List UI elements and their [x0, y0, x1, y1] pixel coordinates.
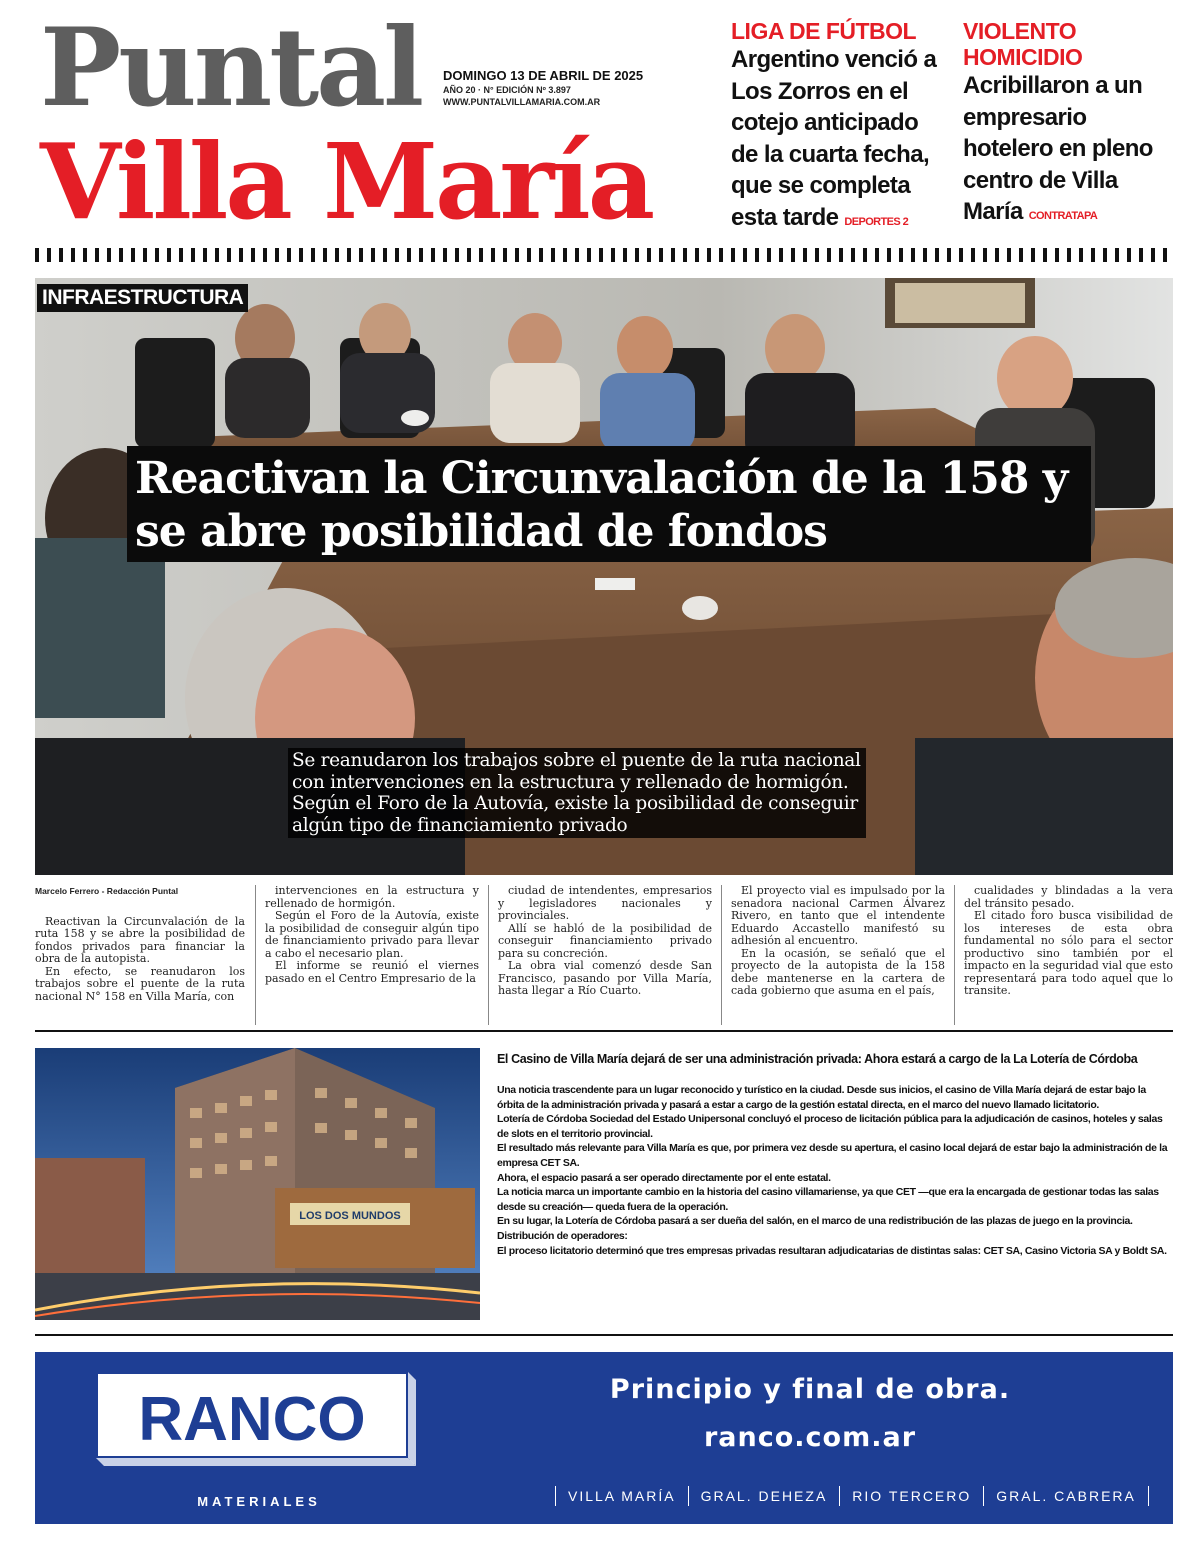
paragraph: intervenciones en la estructura y rellenado de hormigón.: [265, 884, 479, 910]
paragraph: La obra vial comenzó desde San Francisco, pasando por Villa María, hasta llegar a Río Cuarto.: [498, 959, 712, 997]
paragraph: Distribución de operadores:: [497, 1229, 628, 1242]
byline: Marcelo Ferrero - Redacción Puntal: [35, 886, 179, 896]
casino-headline[interactable]: El Casino de Villa María dejará de ser una administración privada: Ahora estará a cargo de la La Lotería de Córdoba: [497, 1052, 1138, 1066]
section-divider: [35, 1030, 1173, 1032]
column-rule: [954, 885, 955, 1025]
branch-item: GRAL. CABRERA: [983, 1486, 1149, 1506]
branch-item: GRAL. DEHEZA: [688, 1486, 840, 1506]
paragraph: El citado foro busca visibilidad de los intereses de esta obra fundamental no sólo para el sector productivo sino también por el impacto en la seguridad vial que esto representará para todo aquel que lo transite.: [964, 909, 1173, 997]
paragraph: cualidades y blindadas a la vera del tránsito pesado.: [964, 884, 1173, 910]
dateline: [443, 68, 683, 107]
paragraph: Reactivan la Circunvalación de la ruta 158 y se abre la posibilidad de fondos privados para financiar la obra de la autopista.: [35, 914, 245, 965]
ad-url-link[interactable]: ranco.com.ar: [703, 1422, 917, 1453]
article-body: [35, 885, 1173, 1025]
column-rule: [488, 885, 489, 1025]
edition-number: AÑO 20 · N° EDICIÓN Nº 3.897: [443, 85, 571, 95]
paragraph: En su lugar, la Lotería de Córdoba pasará a ser dueña del salón, en el marco de una redistribución de las plazas de juego en la provincia.: [497, 1215, 1133, 1228]
branch-item: RIO TERCERO: [839, 1486, 983, 1506]
paragraph: Allí se habló de la posibilidad de conseguir financiamiento privado para su concreción.: [498, 921, 712, 960]
teaser-page-ref: CONTRATAPA: [1028, 210, 1098, 222]
article-column-4: [731, 885, 945, 998]
paragraph: Lotería de Córdoba Sociedad del Estado Unipersonal concluyó el proceso de licitación pública para la adjudicación de casinos, hoteles y salas de slots en el territorio provincial.: [497, 1113, 1163, 1140]
casino-body: [497, 1083, 1173, 1258]
casino-sign: LOS DOS MUNDOS: [299, 1210, 401, 1222]
casino-photo: [35, 1048, 480, 1320]
teaser-headline: Acribillaron a un empresario hotelero en pleno centro de Villa María CONTRATAPA: [963, 72, 1153, 225]
article-column-5: [964, 885, 1173, 998]
ranco-logo: [96, 1370, 422, 1472]
teaser-kicker: LIGA DE FÚTBOL: [731, 18, 917, 44]
ranco-subbrand: MATERIALES: [197, 1494, 321, 1509]
branch-item: VILLA MARÍA: [555, 1486, 688, 1506]
ranco-brand: RANCO: [138, 1385, 366, 1454]
website-link[interactable]: WWW.PUNTALVILLAMARIA.COM.AR: [443, 97, 601, 107]
teaser-kicker: VIOLENTO HOMICIDIO: [963, 18, 1083, 70]
paragraph: En la ocasión, se señaló que el proyecto de la autopista de la 158 debe mantenerse en la cartera de cada gobierno que asuma en el país,: [731, 946, 945, 997]
paragraph: Ahora, el espacio pasará a ser operado directamente por el ente estatal.: [497, 1171, 831, 1184]
teaser-headline: Argentino venció a Los Zorros en el cotejo anticipado de la cuarta fecha, que se completa esta tarde DEPORTES 2: [731, 46, 937, 231]
ad-slogan: Principio y final de obra.: [609, 1374, 1011, 1405]
teaser-homicide[interactable]: [963, 18, 1178, 233]
article-column-2: [265, 885, 479, 985]
section-divider: [35, 1334, 1173, 1336]
paragraph: La noticia marca un importante cambio en la historia del casino villamariense, ya que CET —que era la encargada de gestionar todas las salas desde su creación— queda fuera de la operación.: [497, 1186, 1159, 1213]
lead-headline[interactable]: Reactivan la Circunvalación de la 158 y se abre posibilidad de fondos: [127, 446, 1091, 562]
article-column-3: [498, 885, 712, 998]
paragraph: El resultado más relevante para Villa María es que, por primera vez desde su apertura, el casino local dejará de estar bajo la administración de la empresa CET SA.: [497, 1142, 1168, 1169]
teaser-page-ref: DEPORTES 2: [844, 215, 909, 228]
paragraph: El proceso licitatorio determinó que tres empresas privadas resultaran adjudicatarias de distintas salas: CET SA, Casino Victoria SA y Boldt SA.: [497, 1244, 1167, 1257]
paragraph: Según el Foro de la Autovía, existe la posibilidad de conseguir algún tipo de financiamiento privado para llevar a cabo el necesario plan.: [265, 909, 479, 960]
dashed-divider: [35, 248, 1173, 262]
masthead-villa-maria: Villa María: [40, 120, 653, 243]
paragraph: El informe se reunió el viernes pasado en el Centro Empresario de la: [265, 959, 479, 985]
paragraph: El proyecto vial es impulsado por la senadora nacional Carmen Álvarez Rivero, en tanto que el intendente Eduardo Accastello manifestó su adhesión al encuentro.: [731, 884, 945, 947]
teaser-football[interactable]: [731, 18, 943, 238]
paragraph: En efecto, se reanudaron los trabajos sobre el puente de la ruta nacional N° 158 en Villa María, con: [35, 964, 245, 1003]
issue-date: DOMINGO 13 DE ABRIL DE 2025: [443, 68, 644, 83]
paragraph: ciudad de intendentes, empresarios y legisladores nacionales y provinciales.: [498, 884, 712, 922]
column-rule: [255, 885, 256, 1025]
lead-deck: Se reanudaron los trabajos sobre el puente de la ruta nacional con intervenciones en la estructura y rellenado de hormigón. Según el Foro de la Autovía, existe la posibilidad de conseguir algún tipo de financiamiento privado: [288, 748, 866, 838]
article-column-1: [35, 885, 245, 1003]
column-rule: [721, 885, 722, 1025]
section-tag: INFRAESTRUCTURA: [37, 284, 248, 312]
masthead-puntal: Puntal: [40, 5, 422, 131]
ad-branches: [555, 1486, 1149, 1506]
paragraph: Una noticia trascendente para un lugar reconocido y turístico en la ciudad. Desde sus inicios, el casino de Villa María dejará de estar bajo la órbita de la administración privada y pasará a estar a cargo de la gestión estatal directa, en el marco del nuevo llamado licitatorio.: [497, 1084, 1146, 1111]
